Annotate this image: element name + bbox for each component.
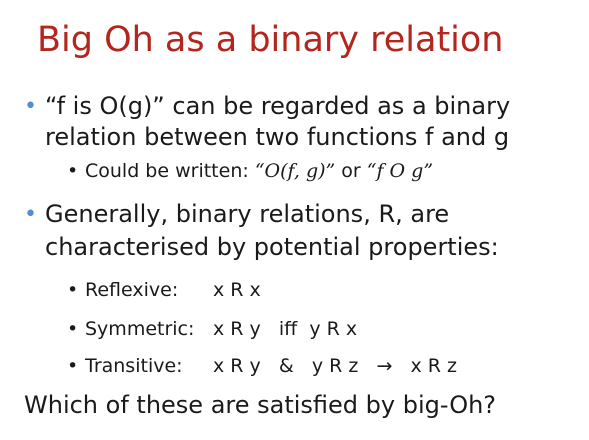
property-name: Symmetric: <box>85 318 195 340</box>
sub-bullet-dot: • <box>67 355 79 377</box>
property-reflexive <box>67 277 261 303</box>
bullet-dot: • <box>24 94 37 119</box>
bullet2-line2: characterised by potential properties: <box>45 233 499 261</box>
bullet2-line1: Generally, binary relations, R, are <box>45 200 450 228</box>
sub-label: Could be written: <box>85 160 255 182</box>
property-transitive <box>67 353 457 379</box>
closing-question: Which of these are satisfied by big-Oh? <box>24 391 497 419</box>
sub-bullet-dot: • <box>67 279 79 301</box>
sub-bullet-dot: • <box>67 160 79 182</box>
property-expr: x R y & y R z → x R z <box>213 355 457 377</box>
bullet1-line2: relation between two functions f and g <box>45 123 510 151</box>
math-expr-2: “f O g” <box>366 160 434 182</box>
sub-or: or <box>335 160 367 182</box>
property-symmetric <box>67 316 357 342</box>
bullet1-sub <box>67 158 433 184</box>
bullet-dot: • <box>24 202 37 227</box>
slide-title: Big Oh as a binary relation <box>37 20 504 60</box>
sub-bullet-dot: • <box>67 318 79 340</box>
bullet1-line1: “f is O(g)” can be regarded as a binary <box>45 92 511 120</box>
math-expr-1: “O(f, g)” <box>254 160 336 182</box>
property-expr: x R x <box>213 279 261 301</box>
property-name: Transitive: <box>85 355 183 377</box>
property-name: Reflexive: <box>85 279 179 301</box>
property-expr: x R y iff y R x <box>213 318 358 340</box>
